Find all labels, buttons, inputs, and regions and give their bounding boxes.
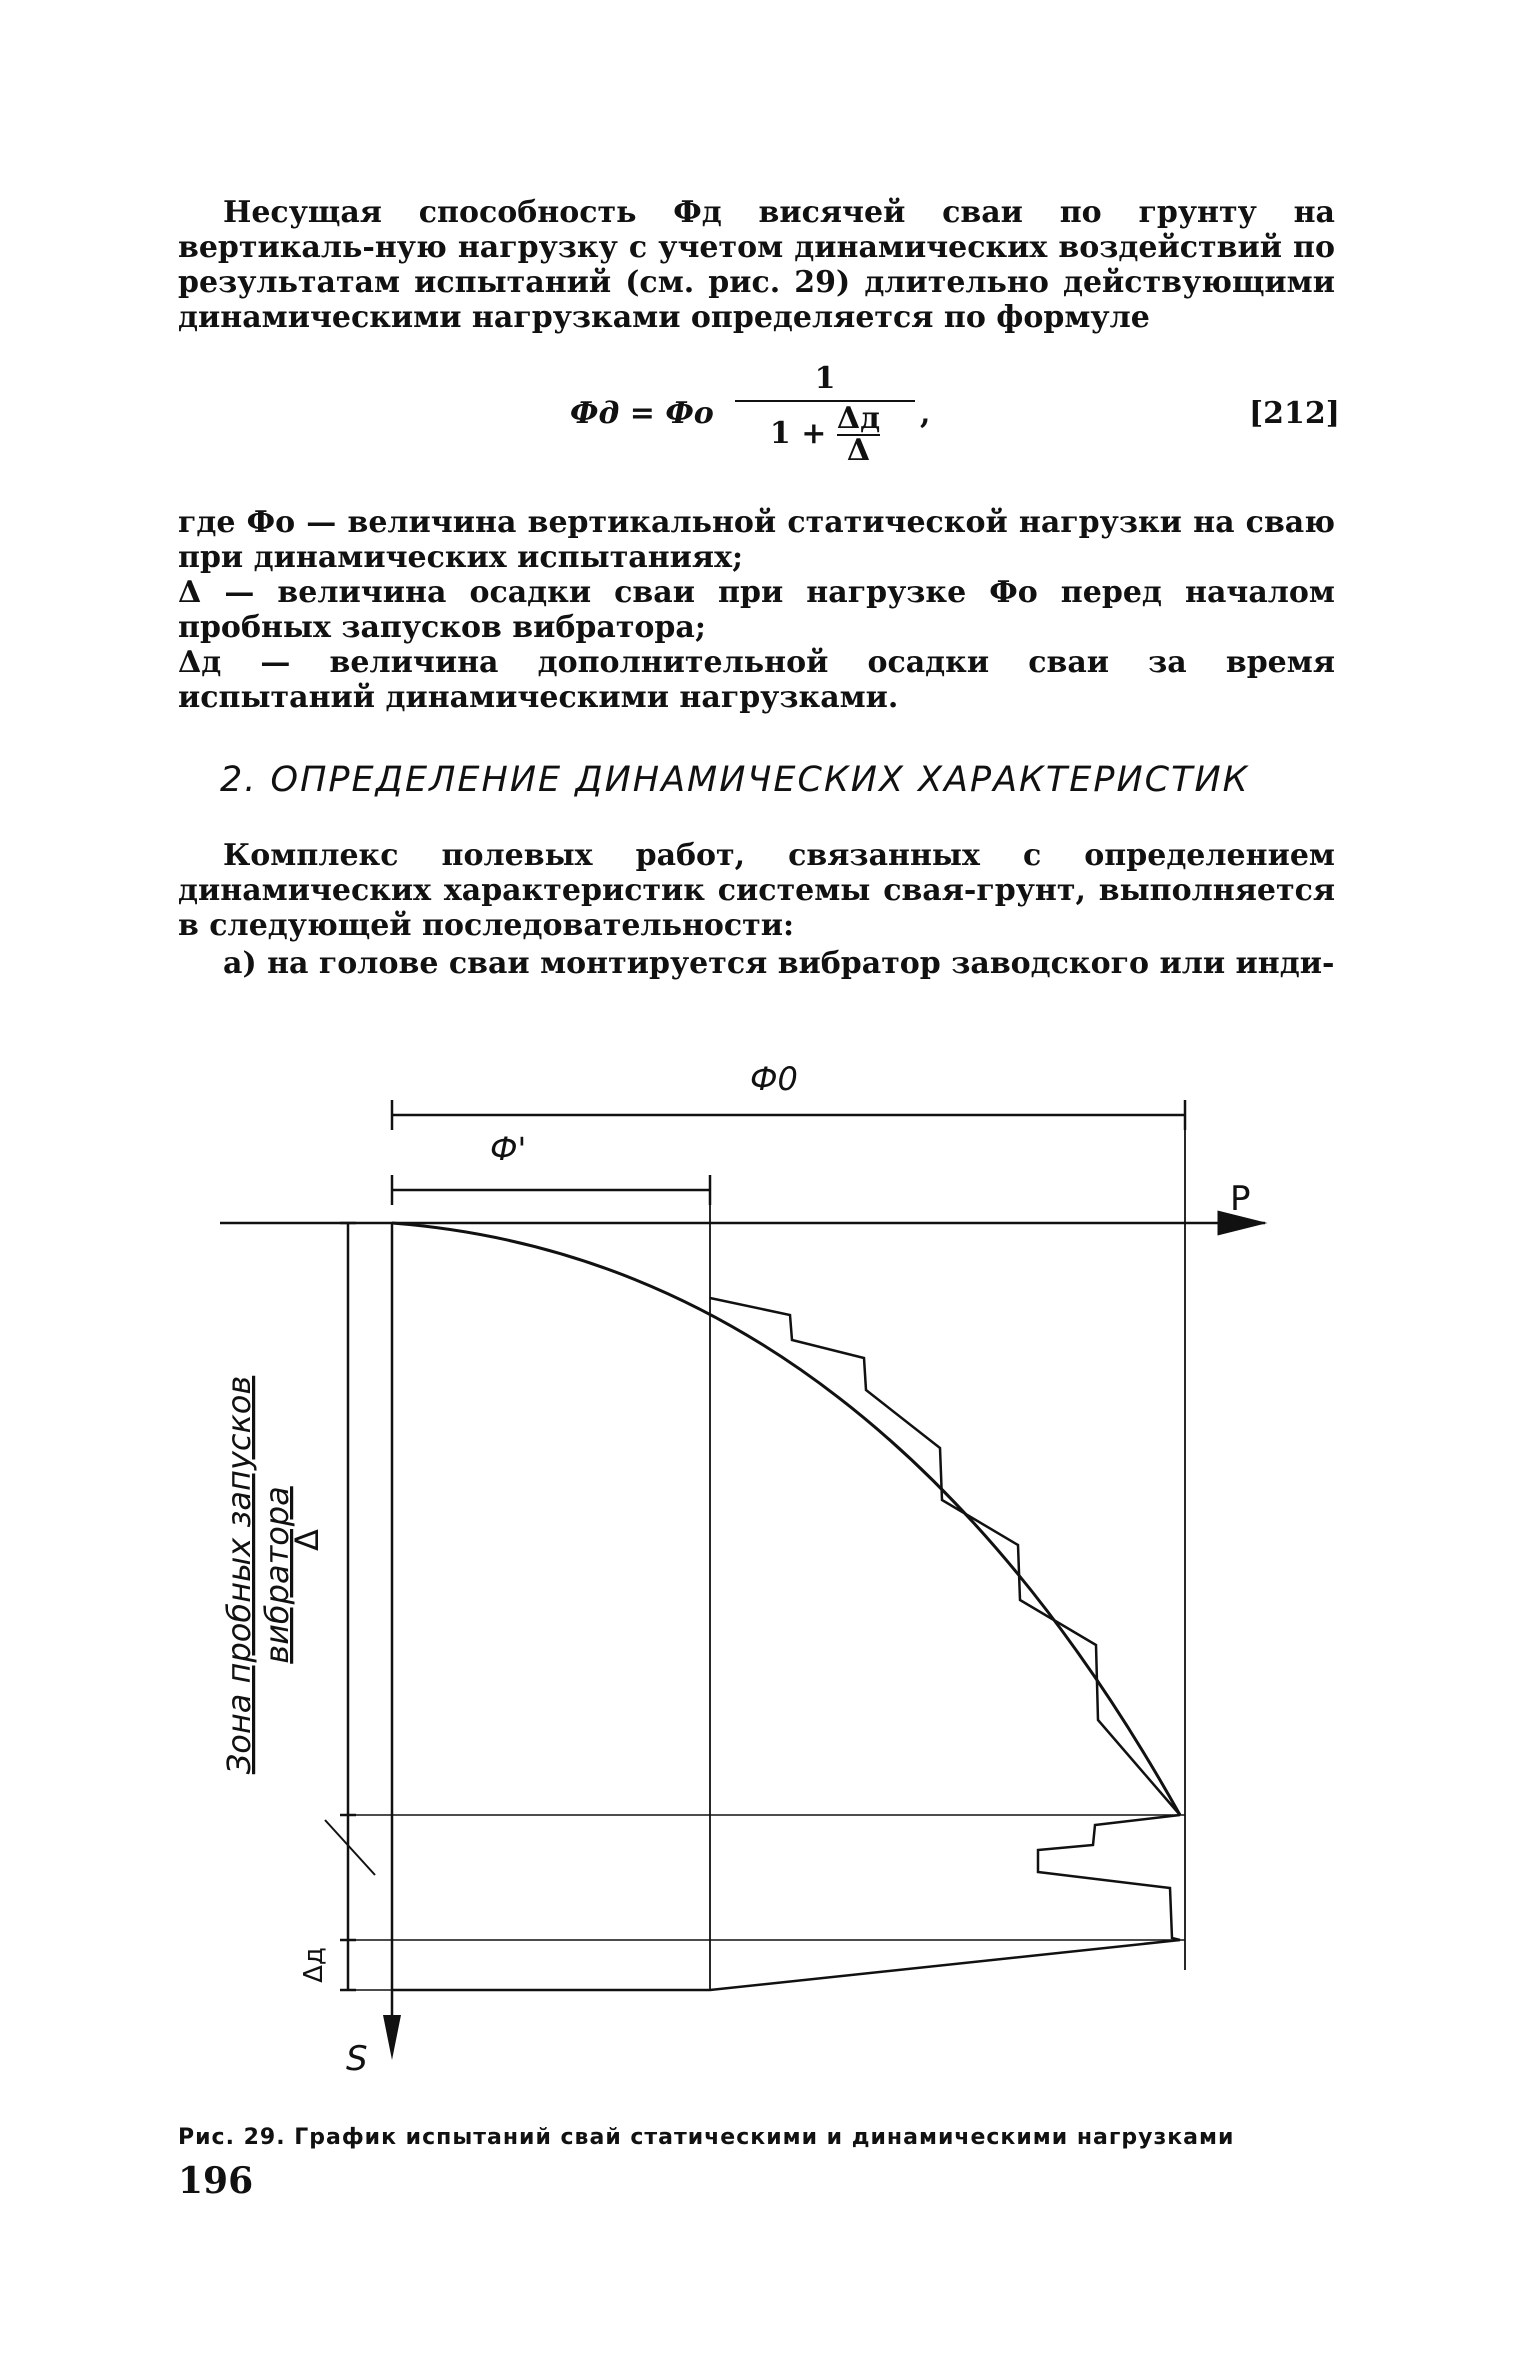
- section-heading: 2. ОПРЕДЕЛЕНИЕ ДИНАМИЧЕСКИХ ХАРАКТЕРИСТИК: [220, 760, 1250, 800]
- delta-d-label: Δд: [299, 1947, 329, 1983]
- definition-delta-d: Δд — величина дополнительной осадки сваи за время испытаний динамическими нагрузками.: [178, 645, 1335, 715]
- static-load-curve: [392, 1223, 1180, 1815]
- definitions-list: [178, 505, 1335, 715]
- phi0-label: Ф0: [750, 1060, 798, 1098]
- vibrator-zone-path: [1038, 1815, 1180, 1940]
- definition-delta: Δ — величина осадки сваи при нагрузке Фо перед началом пробных запусков вибратора;: [178, 575, 1335, 645]
- procedure-paragraph: Комплекс полевых работ, связанных с определением динамических характеристик системы свая-грунт, выполняется в следующей последовательности:: [178, 838, 1335, 943]
- figure-29: [150, 1030, 1390, 2085]
- zone-leader-line: [325, 1820, 375, 1875]
- phi-prime-label: Ф': [490, 1130, 527, 1168]
- unloading-line: [392, 1940, 1180, 1990]
- definition-phi0: где Фо — величина вертикальной статической нагрузки на сваю при динамических испытаниях;: [178, 505, 1335, 575]
- formula-inner-fraction: [836, 401, 881, 468]
- zone-label-line1: Зона пробных запусков: [220, 1375, 258, 1775]
- formula-denominator: [735, 401, 915, 468]
- intro-paragraph: Несущая способность Фд висячей сваи по грунту на вертикаль-ную нагрузку с учетом динамических воздействий по результатам испытаний (см. рис. 29) длительно действующими динамическими нагрузками определяется по формуле: [178, 195, 1335, 335]
- step-a-paragraph: а) на голове сваи монтируется вибратор заводского или инди-: [223, 946, 1335, 981]
- formula-212: [560, 360, 1340, 490]
- formula-comma: ,: [920, 396, 931, 431]
- s-axis-arrowhead: [383, 2015, 401, 2060]
- equation-number: [212]: [1248, 396, 1340, 431]
- figure-caption: Рис. 29. График испытаний свай статическими и динамическими нагрузками: [178, 2125, 1235, 2150]
- formula-inner-denominator: Δ: [837, 434, 880, 466]
- formula-numerator: 1: [814, 361, 836, 396]
- delta-label: Δ: [288, 1529, 326, 1551]
- page-number: 196: [178, 2160, 254, 2202]
- zone-label-line2: вибратора: [258, 1486, 296, 1664]
- test-graph: [150, 1030, 1390, 2085]
- dynamic-load-steps: [710, 1298, 1180, 1815]
- formula-inner-numerator: Δд: [836, 401, 881, 436]
- formula-fraction: [735, 360, 915, 466]
- formula-denominator-prefix: 1 +: [769, 416, 827, 451]
- p-axis-label: P: [1230, 1179, 1251, 1219]
- s-axis-label: S: [346, 2039, 368, 2079]
- formula-lhs: Фд = Фо: [570, 396, 714, 431]
